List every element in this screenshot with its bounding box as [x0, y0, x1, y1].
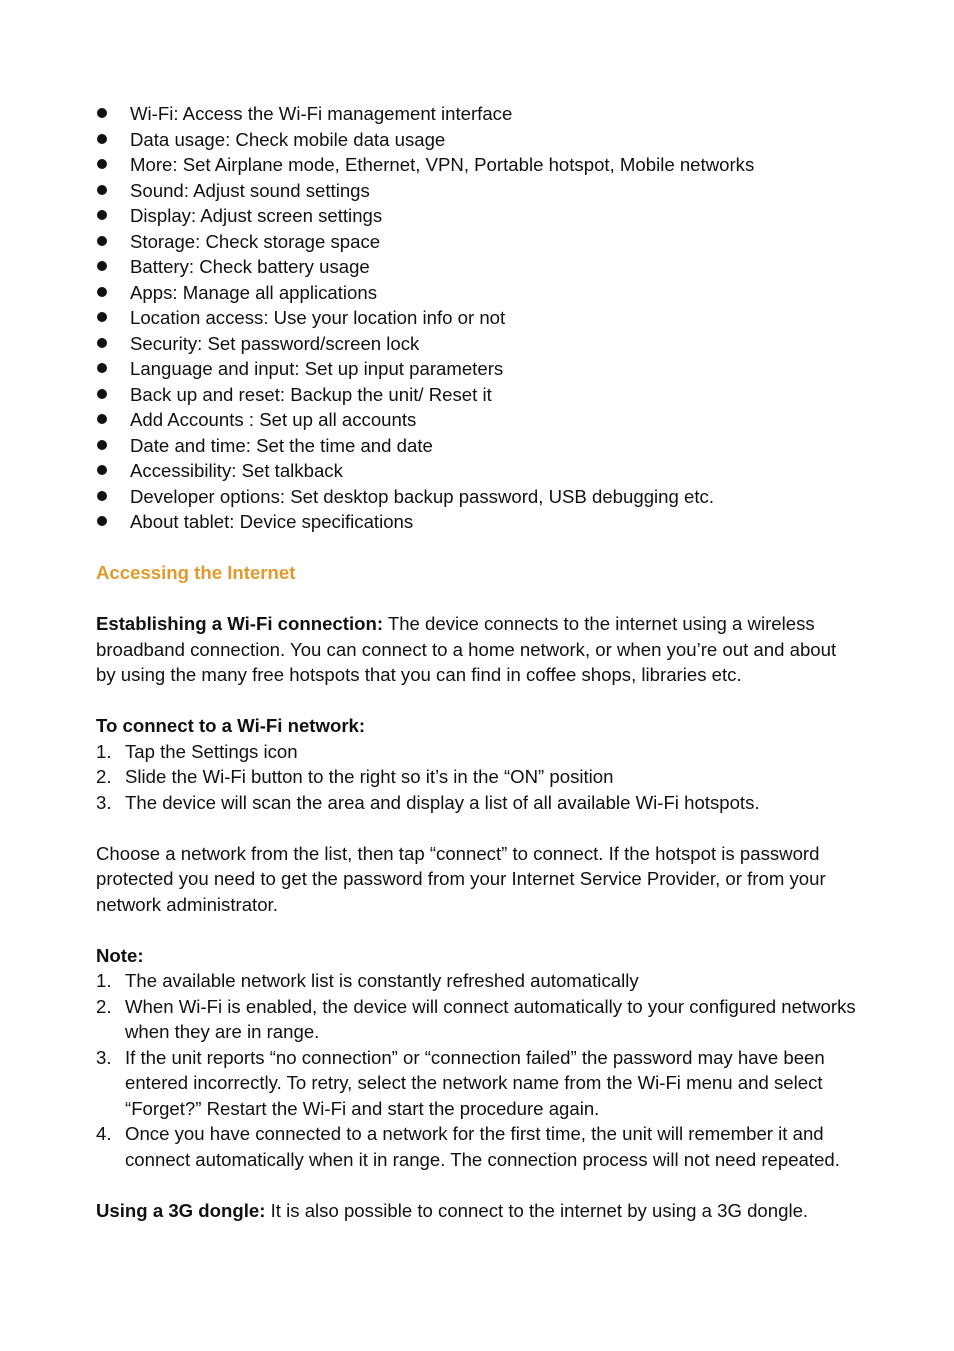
bullet-icon	[97, 261, 107, 271]
wifi-intro-paragraph	[96, 611, 856, 688]
list-item: Add Accounts : Set up all accounts	[96, 407, 856, 433]
list-item: 4. Once you have connected to a network for the first time, the unit will remember it and connect automatically when it in range. The connection process will not need repeated.	[96, 1123, 840, 1170]
bullet-icon	[97, 134, 107, 144]
list-item: 1. Tap the Settings icon	[96, 740, 298, 762]
bullet-icon	[97, 465, 107, 475]
list-item: Language and input: Set up input parameters	[96, 356, 856, 382]
list-item: Battery: Check battery usage	[96, 254, 856, 280]
list-item: Wi-Fi: Access the Wi-Fi management interface	[96, 101, 856, 127]
bullet-icon	[97, 440, 107, 450]
list-item: Apps: Manage all applications	[96, 280, 856, 306]
choose-network-paragraph: Choose a network from the list, then tap “connect” to connect. If the hotspot is password protected you need to get the password from your Internet Service Provider, or from your network administrator.	[96, 842, 826, 915]
list-item: Security: Set password/screen lock	[96, 331, 856, 357]
list-item: 3. The device will scan the area and display a list of all available Wi-Fi hotspots.	[96, 791, 760, 813]
list-item: Location access: Use your location info or not	[96, 305, 856, 331]
note-list	[96, 968, 856, 1172]
bullet-icon	[97, 312, 107, 322]
dongle-label: Using a 3G dongle:	[96, 1199, 266, 1221]
bullet-icon	[97, 389, 107, 399]
bullet-icon	[97, 185, 107, 195]
list-item: 1. The available network list is constantly refreshed automatically	[96, 970, 639, 991]
wifi-intro-label: Establishing a Wi-Fi connection:	[96, 613, 384, 634]
list-item: Back up and reset: Backup the unit/ Reset it	[96, 382, 856, 408]
document-page	[96, 101, 856, 1223]
list-item: Storage: Check storage space	[96, 229, 856, 255]
list-item: Data usage: Check mobile data usage	[96, 127, 856, 153]
list-item: 3. If the unit reports “no connection” or “connection failed” the password may have been entered incorrectly. To retry, select the network name from the Wi-Fi menu and select “Forget?” Restart the Wi-Fi and start the procedure again.	[96, 1046, 825, 1119]
list-item: Display: Adjust screen settings	[96, 203, 856, 229]
bullet-icon	[97, 491, 107, 501]
bullet-icon	[97, 516, 107, 526]
connect-heading: To connect to a Wi-Fi network:	[96, 715, 366, 736]
list-item: Accessibility: Set talkback	[96, 458, 856, 484]
bullet-icon	[97, 287, 107, 297]
list-item: About tablet: Device specifications	[96, 509, 856, 535]
list-item: Date and time: Set the time and date	[96, 433, 856, 459]
settings-list	[96, 101, 856, 535]
list-item: Developer options: Set desktop backup password, USB debugging etc.	[96, 484, 856, 510]
note-heading: Note:	[96, 944, 144, 966]
section-heading: Accessing the Internet	[96, 562, 296, 583]
dongle-text: It is also possible to connect to the internet by using a 3G dongle.	[265, 1199, 809, 1221]
connect-steps-list	[96, 739, 856, 816]
bullet-icon	[97, 210, 107, 220]
list-item: Sound: Adjust sound settings	[96, 178, 856, 204]
bullet-icon	[97, 414, 107, 424]
list-item: 2. When Wi-Fi is enabled, the device will connect automatically to your configured networks when they are in range.	[96, 995, 856, 1042]
list-item: 2. Slide the Wi-Fi button to the right so it’s in the “ON” position	[96, 766, 614, 787]
wifi-intro-text: The device connects to the internet using a wireless broadband connection. You can connect to a home network, or when you’re out and about by using the many free hotspots that you can find in coffee shops, libraries etc.	[96, 613, 837, 685]
bullet-icon	[97, 159, 107, 169]
bullet-icon	[97, 363, 107, 373]
bullet-icon	[97, 108, 107, 118]
dongle-paragraph	[96, 1198, 856, 1224]
bullet-icon	[97, 236, 107, 246]
list-item: More: Set Airplane mode, Ethernet, VPN, Portable hotspot, Mobile networks	[96, 152, 856, 178]
bullet-icon	[97, 338, 107, 348]
